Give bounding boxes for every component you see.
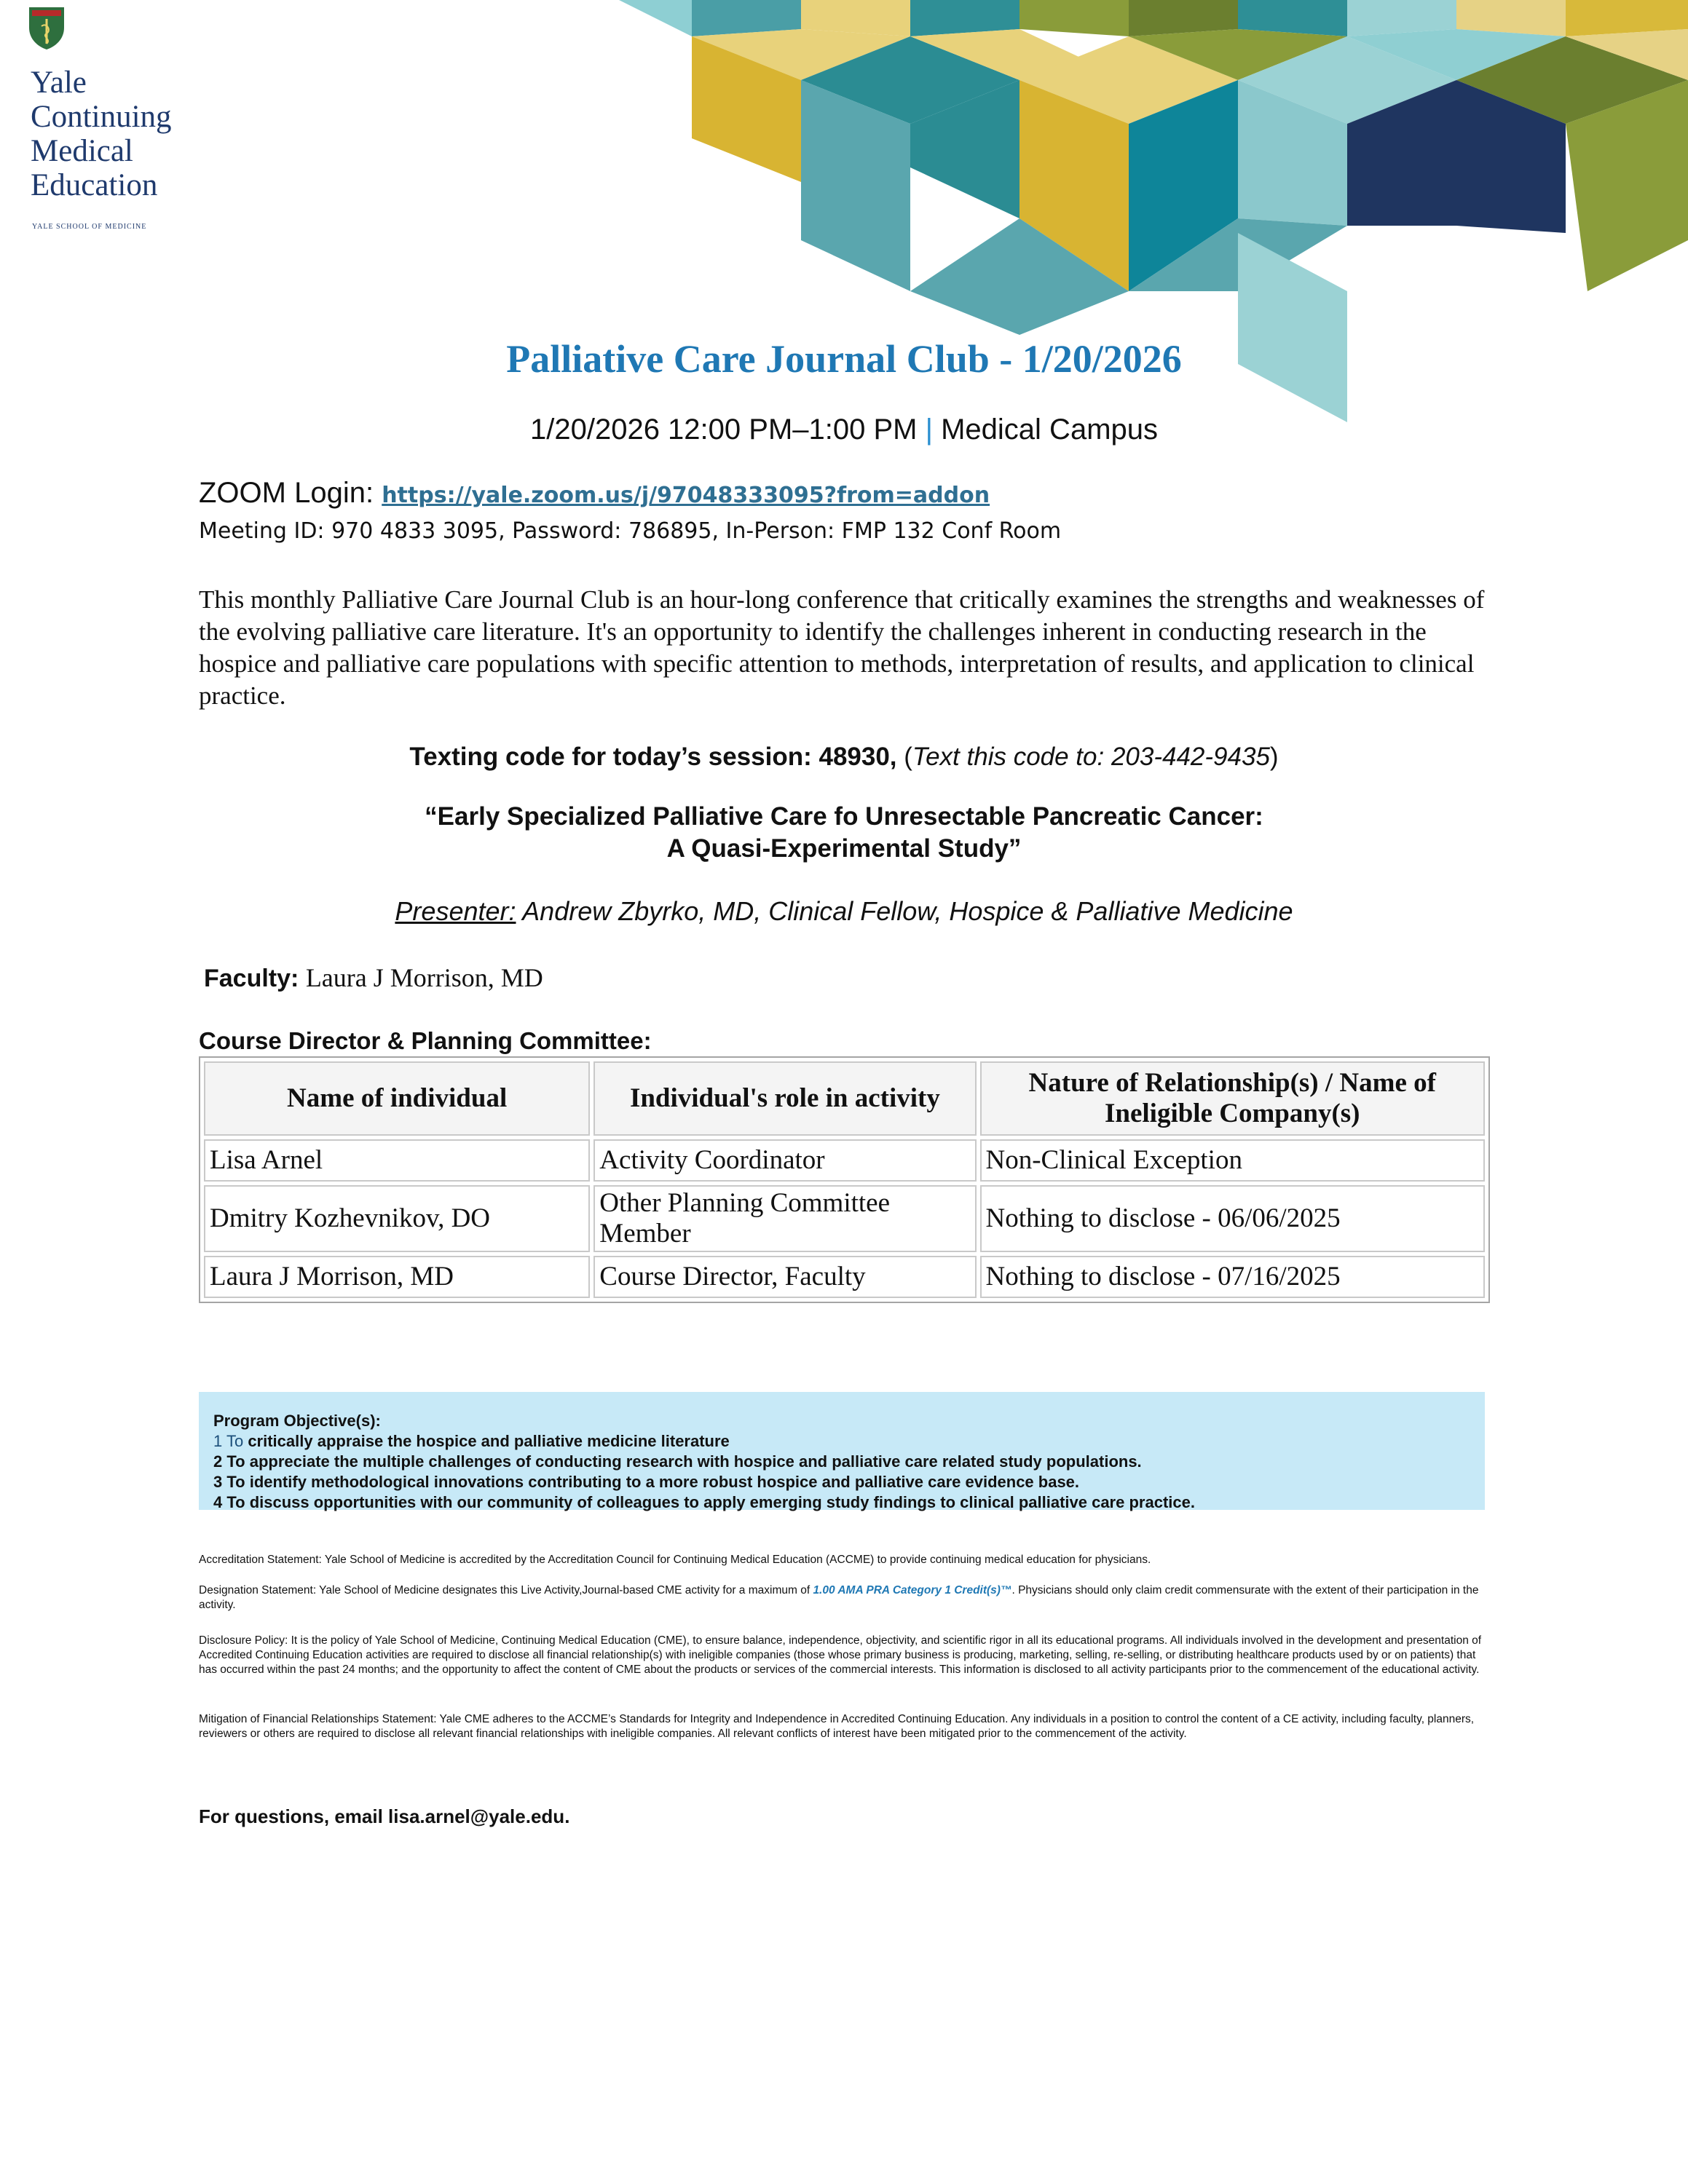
logo-school-name: YALE SCHOOL OF MEDICINE — [32, 223, 147, 231]
table-cell: Other Planning Committee Member — [593, 1185, 976, 1252]
column-header: Nature of Relationship(s) / Name of Ineligible Company(s) — [980, 1061, 1486, 1136]
yale-cme-logo[interactable] — [28, 6, 217, 232]
column-header: Name of individual — [204, 1061, 590, 1136]
texting-code — [0, 743, 1688, 772]
objective-item — [213, 1431, 1470, 1452]
zoom-label: ZOOM Login: — [199, 477, 374, 509]
separator: | — [925, 414, 933, 446]
contact-email: For questions, email lisa.arnel@yale.edu. — [199, 1805, 570, 1827]
objective-item: 4 To discuss opportunities with our community of colleagues to apply emerging study findings to clinical palliative care practice. — [213, 1493, 1195, 1511]
presenter — [0, 896, 1688, 927]
column-header: Individual's role in activity — [593, 1061, 976, 1136]
table-cell: Nothing to disclose - 07/16/2025 — [980, 1256, 1486, 1298]
table-row — [204, 1256, 1485, 1298]
objective-text: critically appraise the hospice and palliative medicine literature — [248, 1432, 730, 1450]
page-title: Palliative Care Journal Club - 1/20/2026 — [506, 337, 1182, 381]
designation-statement — [199, 1583, 1495, 1613]
table-header-row — [204, 1061, 1485, 1136]
committee-heading: Course Director & Planning Committee: — [199, 1027, 652, 1054]
article-title-line1: “Early Specialized Palliative Care fo Unresectable Pancreatic Cancer: — [425, 802, 1263, 831]
credit-amount: 1.00 AMA PRA Category 1 Credit(s)™ — [813, 1584, 1012, 1597]
meeting-info: Meeting ID: 970 4833 3095, Password: 786895, In-Person: FMP 132 Conf Room — [199, 518, 1062, 544]
objectives-heading: Program Objective(s): — [213, 1412, 381, 1430]
table-cell: Laura J Morrison, MD — [204, 1256, 590, 1298]
zoom-login — [199, 477, 990, 510]
table-cell: Nothing to disclose - 06/06/2025 — [980, 1185, 1486, 1252]
presenter-value: Andrew Zbyrko, MD, Clinical Fellow, Hospice & Palliative Medicine — [522, 896, 1293, 926]
article-title — [0, 801, 1688, 865]
table-cell: Lisa Arnel — [204, 1139, 590, 1182]
description-paragraph: This monthly Palliative Care Journal Club is an hour-long conference that critically examines the strengths and weaknesses of the evolving palliative care literature. It's an opportunity to identify the challenges inherent in conducting research in the hospice and palliative care populations with specific attention to methods, interpretation of results, and application to clinical practice. — [199, 585, 1485, 710]
objective-item: 2 To appreciate the multiple challenges of conducting research with hospice and palliative care related study populations. — [213, 1452, 1142, 1471]
yale-shield-icon — [28, 6, 66, 51]
paren-open: ( — [904, 743, 912, 771]
table-cell: Course Director, Faculty — [593, 1256, 976, 1298]
event-datetime-location — [0, 414, 1688, 446]
faculty-value: Laura J Morrison, MD — [305, 963, 543, 992]
faculty-label: Faculty: — [204, 965, 299, 992]
zoom-link[interactable]: https://yale.zoom.us/j/97048333095?from=addon — [382, 483, 990, 508]
table-cell: Activity Coordinator — [593, 1139, 976, 1182]
objective-item: 3 To identify methodological innovations contributing to a more robust hospice and palliative care evidence base. — [213, 1473, 1080, 1491]
disclosure-policy: Disclosure Policy: It is the policy of Yale School of Medicine, Continuing Medical Education (CME), to ensure balance, independence, objectivity, and scientific rigor in all its educational programs. All individuals involved in the development and presentation of Accredited Continuing Education activities are required to disclose all financial relationship(s) with ineligible companies (those whose primary business is producing, marketing, selling, re-selling, or distributing healthcare products used by or on patients) that has occurred within the past 24 months; and the opportunity to affect the content of CME about the products or services of the commercial interests. This information is disclosed to all activity participants prior to the commencement of the educational activity. — [199, 1634, 1482, 1676]
event-datetime: 1/20/2026 12:00 PM–1:00 PM — [529, 414, 918, 446]
texting-label: Texting code for today’s session: 48930, — [409, 743, 897, 771]
designation-text: Designation Statement: Yale School of Medicine designates this Live Activity,Journal-based CME activity for a maximum of — [199, 1584, 811, 1597]
article-title-line2: A Quasi-Experimental Study” — [666, 834, 1022, 863]
table-row — [204, 1139, 1485, 1182]
mitigation-statement: Mitigation of Financial Relationships Statement: Yale CME adheres to the ACCME’s Standards for Integrity and Independence in Accredited Continuing Education. Any individuals in a position to control the content of a CE activity, including faculty, planners, reviewers or others are required to disclose all relevant financial relationships with ineligible companies. All relevant conflicts of interest have been mitigated prior to the commencement of the activity. — [199, 1713, 1475, 1740]
table-row — [204, 1185, 1485, 1252]
objective-number: 1 To — [213, 1432, 244, 1450]
committee-table — [199, 1056, 1490, 1303]
faculty — [204, 962, 543, 993]
program-objectives — [199, 1392, 1485, 1510]
texting-instruction: Text this code to: 203-442-9435 — [912, 743, 1270, 771]
accreditation-statement: Accreditation Statement: Yale School of Medicine is accredited by the Accreditation Council for Continuing Medical Education (ACCME) to provide continuing medical education for physicians. — [199, 1554, 1151, 1566]
paren-close: ) — [1269, 743, 1279, 771]
event-location: Medical Campus — [941, 414, 1158, 446]
designation-text-post: . Physicians should only claim credit commensurate with the extent of their participation in the activity. — [199, 1584, 1479, 1611]
logo-wordmark: Yale Continuing Medical Education — [31, 66, 172, 202]
table-cell: Dmitry Kozhevnikov, DO — [204, 1185, 590, 1252]
presenter-label: Presenter: — [395, 896, 516, 926]
table-cell: Non-Clinical Exception — [980, 1139, 1486, 1182]
